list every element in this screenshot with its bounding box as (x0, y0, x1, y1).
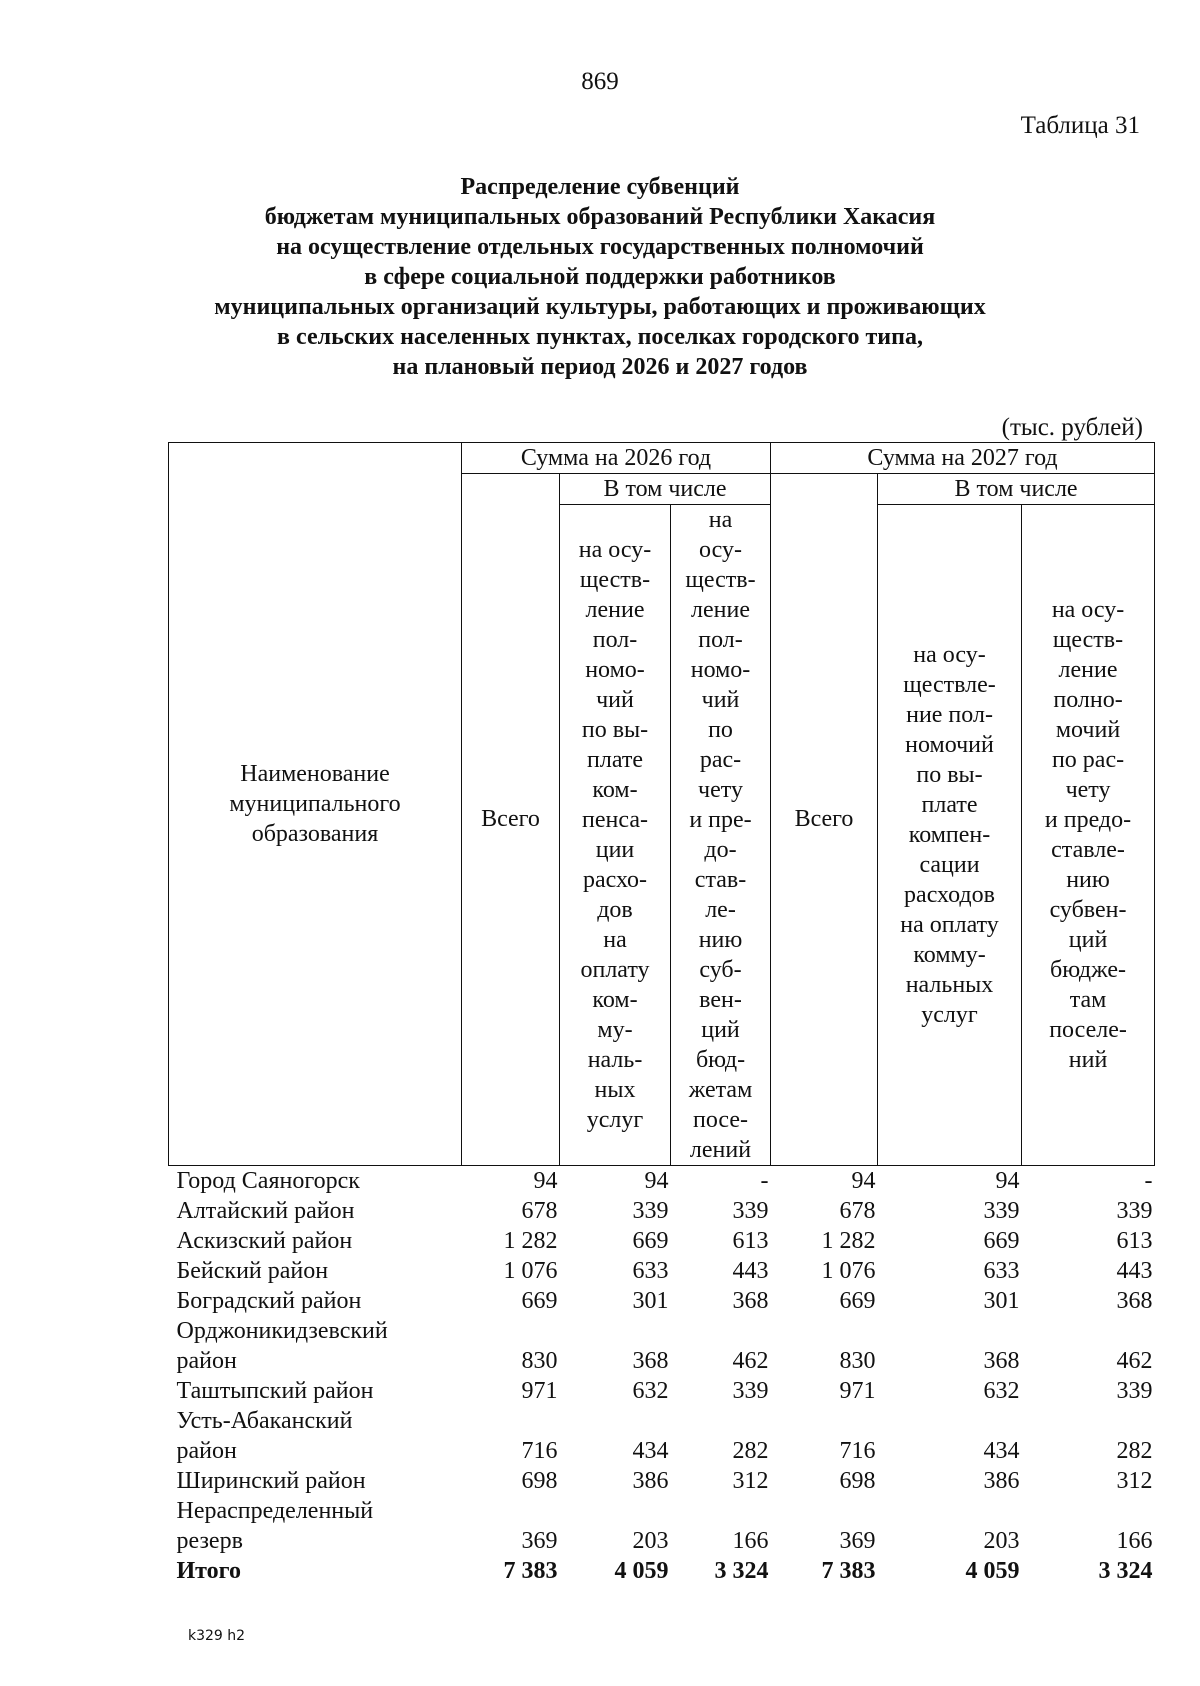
cell-utilities-2026: 368 (632, 1348, 669, 1374)
cell-settlements-2026: 312 (732, 1468, 769, 1494)
municipality-name (169, 1166, 462, 1197)
header-text-line: жетам (688, 1077, 753, 1103)
cell-utilities-2027: 4 059 (965, 1558, 1020, 1584)
header-text-line: чету (1065, 777, 1111, 803)
cell-utilities-2027: 434 (983, 1438, 1020, 1464)
header-text-line: пол- (592, 627, 638, 653)
cell-settlements-2027: 613 (1116, 1228, 1153, 1254)
cell-settlements-2026: 166 (732, 1528, 769, 1554)
header-text-line: наль- (587, 1047, 643, 1073)
header-text-line: вен- (699, 987, 742, 1013)
municipality-name-line: Боградский район (176, 1288, 362, 1314)
header-text-line: до- (704, 837, 737, 863)
header-name-column (169, 443, 462, 1166)
header-text-line: ление (585, 597, 645, 623)
municipality-name (169, 1406, 462, 1466)
header-text-line: по вы- (581, 717, 649, 743)
cell-total-2027: 716 (839, 1438, 876, 1464)
cell-utilities-2027: 632 (983, 1378, 1020, 1404)
cell-total-2026: 971 (521, 1378, 558, 1404)
cell-total-2027: 7 383 (821, 1558, 876, 1584)
municipality-name (169, 1376, 462, 1406)
municipality-name-line: Таштыпский район (176, 1378, 374, 1404)
cell-total-2026: 716 (521, 1438, 558, 1464)
header-text-line: сации (919, 852, 980, 878)
header-text-line: ление (691, 597, 750, 623)
header-utilities-2027 (878, 505, 1022, 1166)
municipality-name-line: Бейский район (176, 1258, 329, 1284)
cell-settlements-2026: 339 (732, 1378, 769, 1404)
table-header (169, 443, 1155, 1166)
header-text-line: ставле- (1051, 837, 1125, 863)
header-text-line: на оплату (900, 912, 999, 938)
cell-total-2026: 1 076 (503, 1258, 558, 1284)
header-text-line: чий (701, 687, 740, 713)
table-row (169, 1406, 1155, 1466)
header-text-line: ществ- (1052, 627, 1124, 653)
header-total-2027: Всего (771, 474, 878, 1166)
table-row (169, 1226, 1155, 1256)
header-text-line: муниципального (229, 791, 401, 817)
header-including-2026: В том числе (560, 474, 771, 505)
municipality-name (169, 1556, 462, 1586)
header-text-line: ций (701, 1017, 740, 1043)
header-text-line: расходов (904, 882, 995, 908)
header-text-line: ле- (705, 897, 736, 923)
municipality-name-line: Город Саяногорск (176, 1168, 360, 1194)
header-text-line: плате (587, 747, 643, 773)
municipality-name (169, 1286, 462, 1316)
municipality-name (169, 1256, 462, 1286)
municipality-name-line: Ширинский район (176, 1468, 366, 1494)
cell-settlements-2026: 368 (732, 1288, 769, 1314)
header-text-line: нию (1066, 867, 1110, 893)
cell-utilities-2027: 203 (983, 1528, 1020, 1554)
header-text-line: на (708, 507, 733, 533)
cell-total-2026: 1 282 (503, 1228, 558, 1254)
municipality-name-line: Алтайский район (176, 1198, 355, 1224)
cell-utilities-2026: 339 (632, 1198, 669, 1224)
table-row (169, 1196, 1155, 1226)
header-text-line: и пре- (689, 807, 752, 833)
header-text-line: номо- (585, 657, 645, 683)
header-text-line: ных (594, 1077, 636, 1103)
municipality-name-line: резерв (176, 1528, 243, 1554)
header-text-line: поселе- (1049, 1017, 1127, 1043)
municipality-name (169, 1196, 462, 1226)
municipality-name (169, 1466, 462, 1496)
header-text-line: ции (595, 837, 635, 863)
cell-utilities-2026: 633 (632, 1258, 669, 1284)
cell-utilities-2026: 632 (632, 1378, 669, 1404)
municipality-name-line: район (176, 1438, 237, 1464)
header-text-line: номо- (690, 657, 751, 683)
header-text-line: мочий (1055, 717, 1121, 743)
header-text-line: на (603, 927, 627, 953)
header-text-line: на осу- (578, 537, 652, 563)
header-text-line: лений (689, 1137, 752, 1163)
cell-total-2026: 830 (521, 1348, 558, 1374)
table-row (169, 1496, 1155, 1556)
header-text-line: суб- (699, 957, 742, 983)
header-sum-2027: Сумма на 2027 год (771, 443, 1155, 474)
document-title (60, 172, 1140, 382)
total-row (169, 1556, 1155, 1586)
header-text-line: став- (694, 867, 747, 893)
cell-settlements-2026: 462 (732, 1348, 769, 1374)
subvention-table (168, 442, 1155, 1586)
cell-total-2027: 1 076 (821, 1258, 876, 1284)
header-text-line: ление (1058, 657, 1118, 683)
cell-settlements-2026: 282 (732, 1438, 769, 1464)
cell-settlements-2026: - (760, 1168, 769, 1194)
header-text-line: рас- (699, 747, 742, 773)
table-row (169, 1466, 1155, 1496)
cell-settlements-2027: 282 (1116, 1438, 1153, 1464)
title-line: муниципальных организаций культуры, работающих и проживающих (214, 294, 986, 320)
cell-total-2026: 7 383 (503, 1558, 558, 1584)
header-text-line: пенса- (582, 807, 648, 833)
title-line: бюджетам муниципальных образований Республики Хакасия (264, 204, 936, 230)
header-text-line: по вы- (916, 762, 983, 788)
municipality-name-line: Аскизский район (176, 1228, 353, 1254)
cell-utilities-2026: 301 (632, 1288, 669, 1314)
municipality-name (169, 1496, 462, 1556)
table-row (169, 1286, 1155, 1316)
cell-settlements-2027: 368 (1116, 1288, 1153, 1314)
cell-utilities-2027: 301 (983, 1288, 1020, 1314)
header-text-line: дов (597, 897, 633, 923)
header-text-line: по рас- (1051, 747, 1125, 773)
cell-settlements-2027: 3 324 (1098, 1558, 1153, 1584)
cell-utilities-2026: 386 (632, 1468, 669, 1494)
header-text-line: ществ- (685, 567, 756, 593)
header-text-line: Наименование (240, 761, 390, 787)
header-text-line: нальных (905, 972, 994, 998)
header-text-line: ком- (592, 777, 638, 803)
cell-utilities-2026: 4 059 (614, 1558, 669, 1584)
header-text-line: и предо- (1044, 807, 1132, 833)
table-body (169, 1166, 1155, 1587)
header-text-line: бюд- (695, 1047, 746, 1073)
cell-total-2026: 669 (521, 1288, 558, 1314)
table-label: Таблица 31 (1020, 112, 1140, 139)
cell-utilities-2026: 94 (644, 1168, 669, 1194)
header-text-line: осу- (699, 537, 742, 563)
header-text-line: пол- (698, 627, 743, 653)
cell-utilities-2027: 386 (983, 1468, 1020, 1494)
header-sum-2026: Сумма на 2026 год (462, 443, 771, 474)
municipality-name-line: Итого (176, 1558, 241, 1584)
header-text-line: субвен- (1049, 897, 1127, 923)
header-text-line: плате (921, 792, 978, 818)
cell-utilities-2027: 339 (983, 1198, 1020, 1224)
header-text-line: расхо- (582, 867, 648, 893)
header-text-line: ние пол- (906, 702, 993, 728)
header-text-line: ций (1068, 927, 1108, 953)
cell-utilities-2026: 669 (632, 1228, 669, 1254)
cell-total-2027: 678 (839, 1198, 876, 1224)
header-text-line: по (708, 717, 733, 743)
header-text-line: полно- (1053, 687, 1123, 713)
table-row (169, 1376, 1155, 1406)
table-row (169, 1256, 1155, 1286)
municipality-name (169, 1316, 462, 1376)
municipality-name-line: Нераспределенный (176, 1498, 374, 1524)
header-total-2026: Всего (462, 474, 560, 1166)
cell-utilities-2026: 203 (632, 1528, 669, 1554)
header-text-line: образования (251, 821, 379, 847)
units-label: (тыс. рублей) (1001, 414, 1143, 441)
cell-settlements-2027: 166 (1116, 1528, 1153, 1554)
cell-settlements-2026: 339 (732, 1198, 769, 1224)
table-row (169, 1166, 1155, 1197)
cell-total-2026: 369 (521, 1528, 558, 1554)
header-text-line: нию (698, 927, 743, 953)
municipality-name (169, 1226, 462, 1256)
cell-settlements-2027: 462 (1116, 1348, 1153, 1374)
title-line: на плановый период 2026 и 2027 годов (392, 354, 808, 380)
title-line: в сфере социальной поддержки работников (364, 264, 836, 290)
cell-total-2027: 698 (839, 1468, 876, 1494)
header-text-line: му- (597, 1017, 633, 1043)
cell-total-2027: 1 282 (821, 1228, 876, 1254)
header-including-2027: В том числе (878, 474, 1155, 505)
title-line: в сельских населенных пунктах, поселках городского типа, (277, 324, 923, 350)
cell-settlements-2026: 3 324 (714, 1558, 769, 1584)
cell-settlements-2026: 613 (732, 1228, 769, 1254)
cell-total-2027: 369 (839, 1528, 876, 1554)
header-text-line: ществле- (903, 672, 996, 698)
cell-total-2027: 669 (839, 1288, 876, 1314)
header-text-line: бюдже- (1050, 957, 1127, 983)
cell-total-2026: 698 (521, 1468, 558, 1494)
cell-total-2027: 94 (851, 1168, 876, 1194)
header-text-line: чий (596, 687, 634, 713)
municipality-name-line: Усть-Абаканский (176, 1408, 353, 1434)
header-text-line: чету (698, 777, 743, 803)
header-text-line: комму- (913, 942, 986, 968)
table-row (169, 1316, 1155, 1376)
header-text-line: услуг (921, 1002, 978, 1028)
municipality-name-line: Орджоникидзевский (176, 1318, 388, 1344)
header-settlements-2027 (1022, 505, 1155, 1166)
cell-total-2026: 94 (533, 1168, 558, 1194)
footer-code: k329 h2 (188, 1628, 246, 1644)
header-text-line: ком- (592, 987, 638, 1013)
header-text-line: услуг (586, 1107, 644, 1133)
cell-total-2027: 971 (839, 1378, 876, 1404)
cell-settlements-2027: 339 (1116, 1378, 1153, 1404)
header-text-line: там (1069, 987, 1107, 1013)
header-text-line: на осу- (1051, 597, 1125, 623)
title-line: Распределение субвенций (460, 174, 740, 200)
cell-total-2027: 830 (839, 1348, 876, 1374)
header-text-line: ний (1068, 1047, 1108, 1073)
header-text-line: номочий (905, 732, 994, 758)
page-number: 869 (581, 68, 619, 95)
cell-settlements-2026: 443 (732, 1258, 769, 1284)
cell-utilities-2027: 94 (995, 1168, 1020, 1194)
cell-settlements-2027: - (1144, 1168, 1153, 1194)
header-settlements-2026 (671, 505, 771, 1166)
title-line: на осуществление отдельных государственных полномочий (276, 234, 924, 260)
cell-settlements-2027: 443 (1116, 1258, 1153, 1284)
cell-total-2026: 678 (521, 1198, 558, 1224)
cell-utilities-2027: 669 (983, 1228, 1020, 1254)
cell-utilities-2027: 368 (983, 1348, 1020, 1374)
header-text-line: оплату (580, 957, 650, 983)
cell-utilities-2026: 434 (632, 1438, 669, 1464)
header-text-line: на осу- (913, 642, 986, 668)
header-text-line: компен- (908, 822, 991, 848)
cell-settlements-2027: 312 (1116, 1468, 1153, 1494)
header-text-line: посе- (692, 1107, 749, 1133)
municipality-name-line: район (176, 1348, 237, 1374)
header-text-line: ществ- (579, 567, 651, 593)
cell-utilities-2027: 633 (983, 1258, 1020, 1284)
cell-settlements-2027: 339 (1116, 1198, 1153, 1224)
header-utilities-2026 (560, 505, 671, 1166)
